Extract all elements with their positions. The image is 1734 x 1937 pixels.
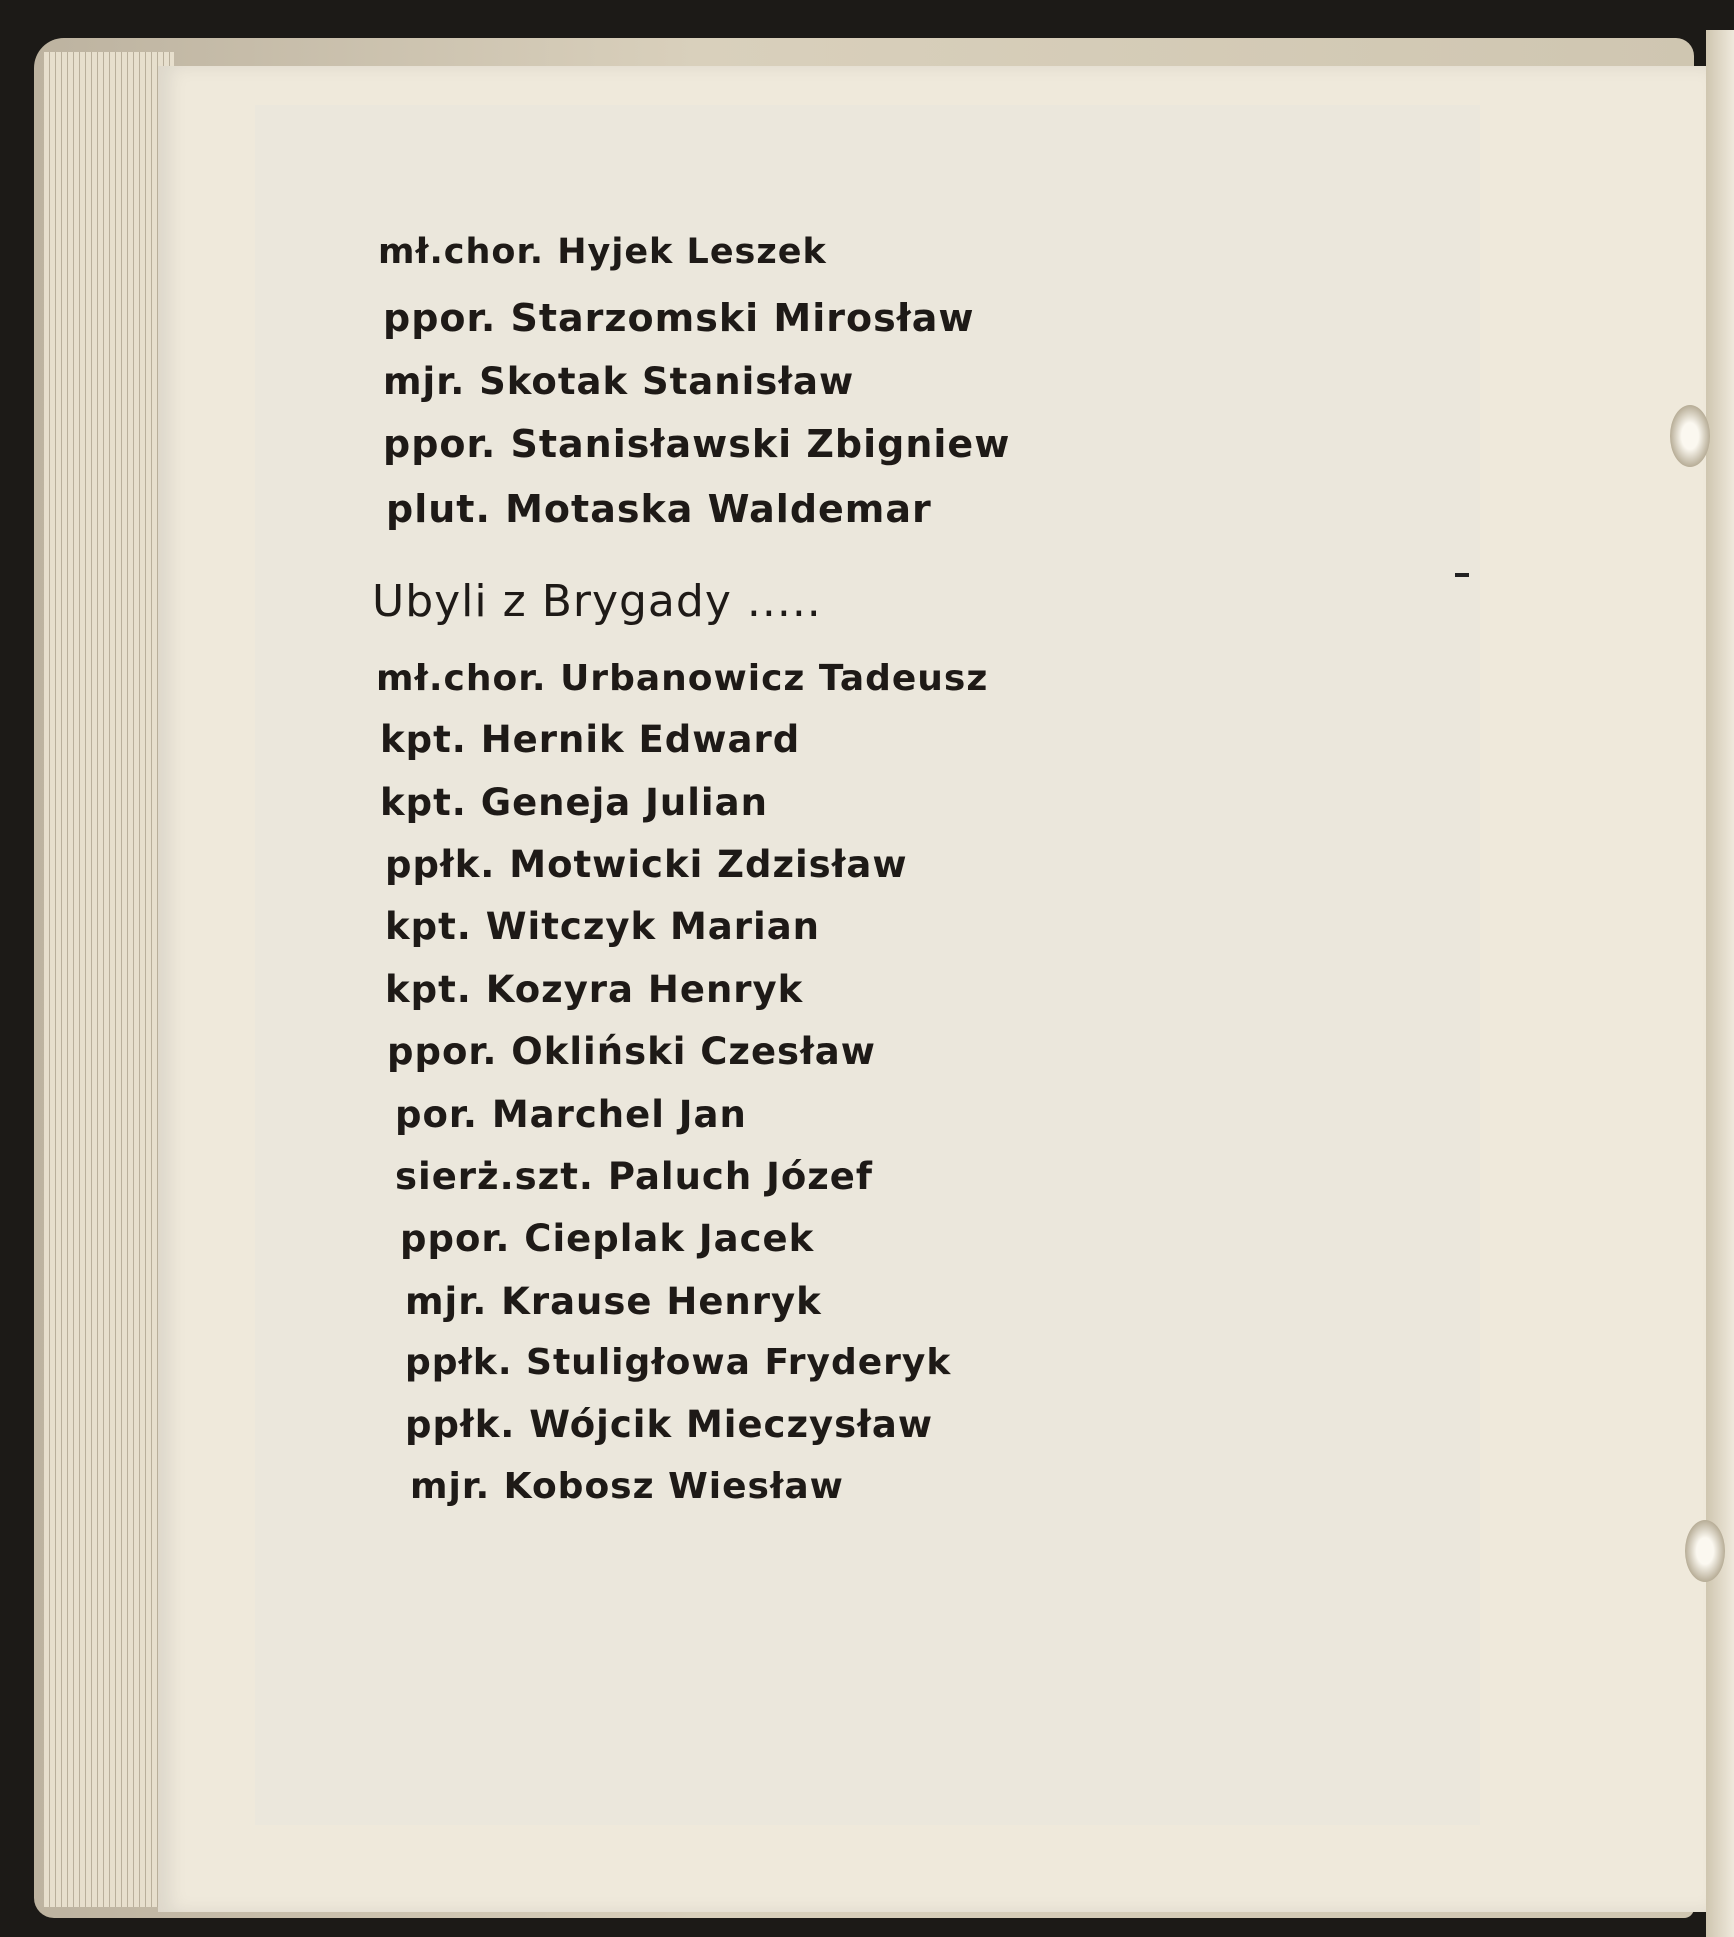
entry-line: ppor. Cieplak Jacek bbox=[400, 1217, 815, 1260]
section-heading: Ubyli z Brygady ..... bbox=[372, 576, 822, 627]
entry-line: kpt. Kozyra Henryk bbox=[385, 968, 804, 1011]
entry-line: ppłk. Motwicki Zdzisław bbox=[385, 843, 908, 886]
entry-line: kpt. Witczyk Marian bbox=[385, 905, 820, 948]
entry-line: kpt. Hernik Edward bbox=[380, 718, 801, 761]
entry-line: por. Marchel Jan bbox=[395, 1093, 747, 1136]
entry-line: ppłk. Wójcik Mieczysław bbox=[405, 1403, 934, 1446]
entry-line: sierż.szt. Paluch Józef bbox=[395, 1155, 874, 1198]
entry-line: ppor. Okliński Czesław bbox=[387, 1030, 876, 1073]
entry-line: ppłk. Stuligłowa Fryderyk bbox=[405, 1342, 952, 1383]
entry-line: kpt. Geneja Julian bbox=[380, 781, 768, 824]
entry-line: ppor. Stanisławski Zbigniew bbox=[383, 422, 1011, 466]
entry-line: mjr. Skotak Stanisław bbox=[383, 360, 855, 403]
entry-line: mjr. Krause Henryk bbox=[405, 1280, 822, 1323]
entry-line: mł.chor. Urbanowicz Tadeusz bbox=[376, 658, 989, 699]
entry-line: mł.chor. Hyjek Leszek bbox=[378, 232, 827, 272]
entry-line: plut. Motaska Waldemar bbox=[386, 487, 932, 531]
entry-line: mjr. Kobosz Wiesław bbox=[410, 1466, 844, 1507]
entry-line: ppor. Starzomski Mirosław bbox=[383, 296, 975, 340]
